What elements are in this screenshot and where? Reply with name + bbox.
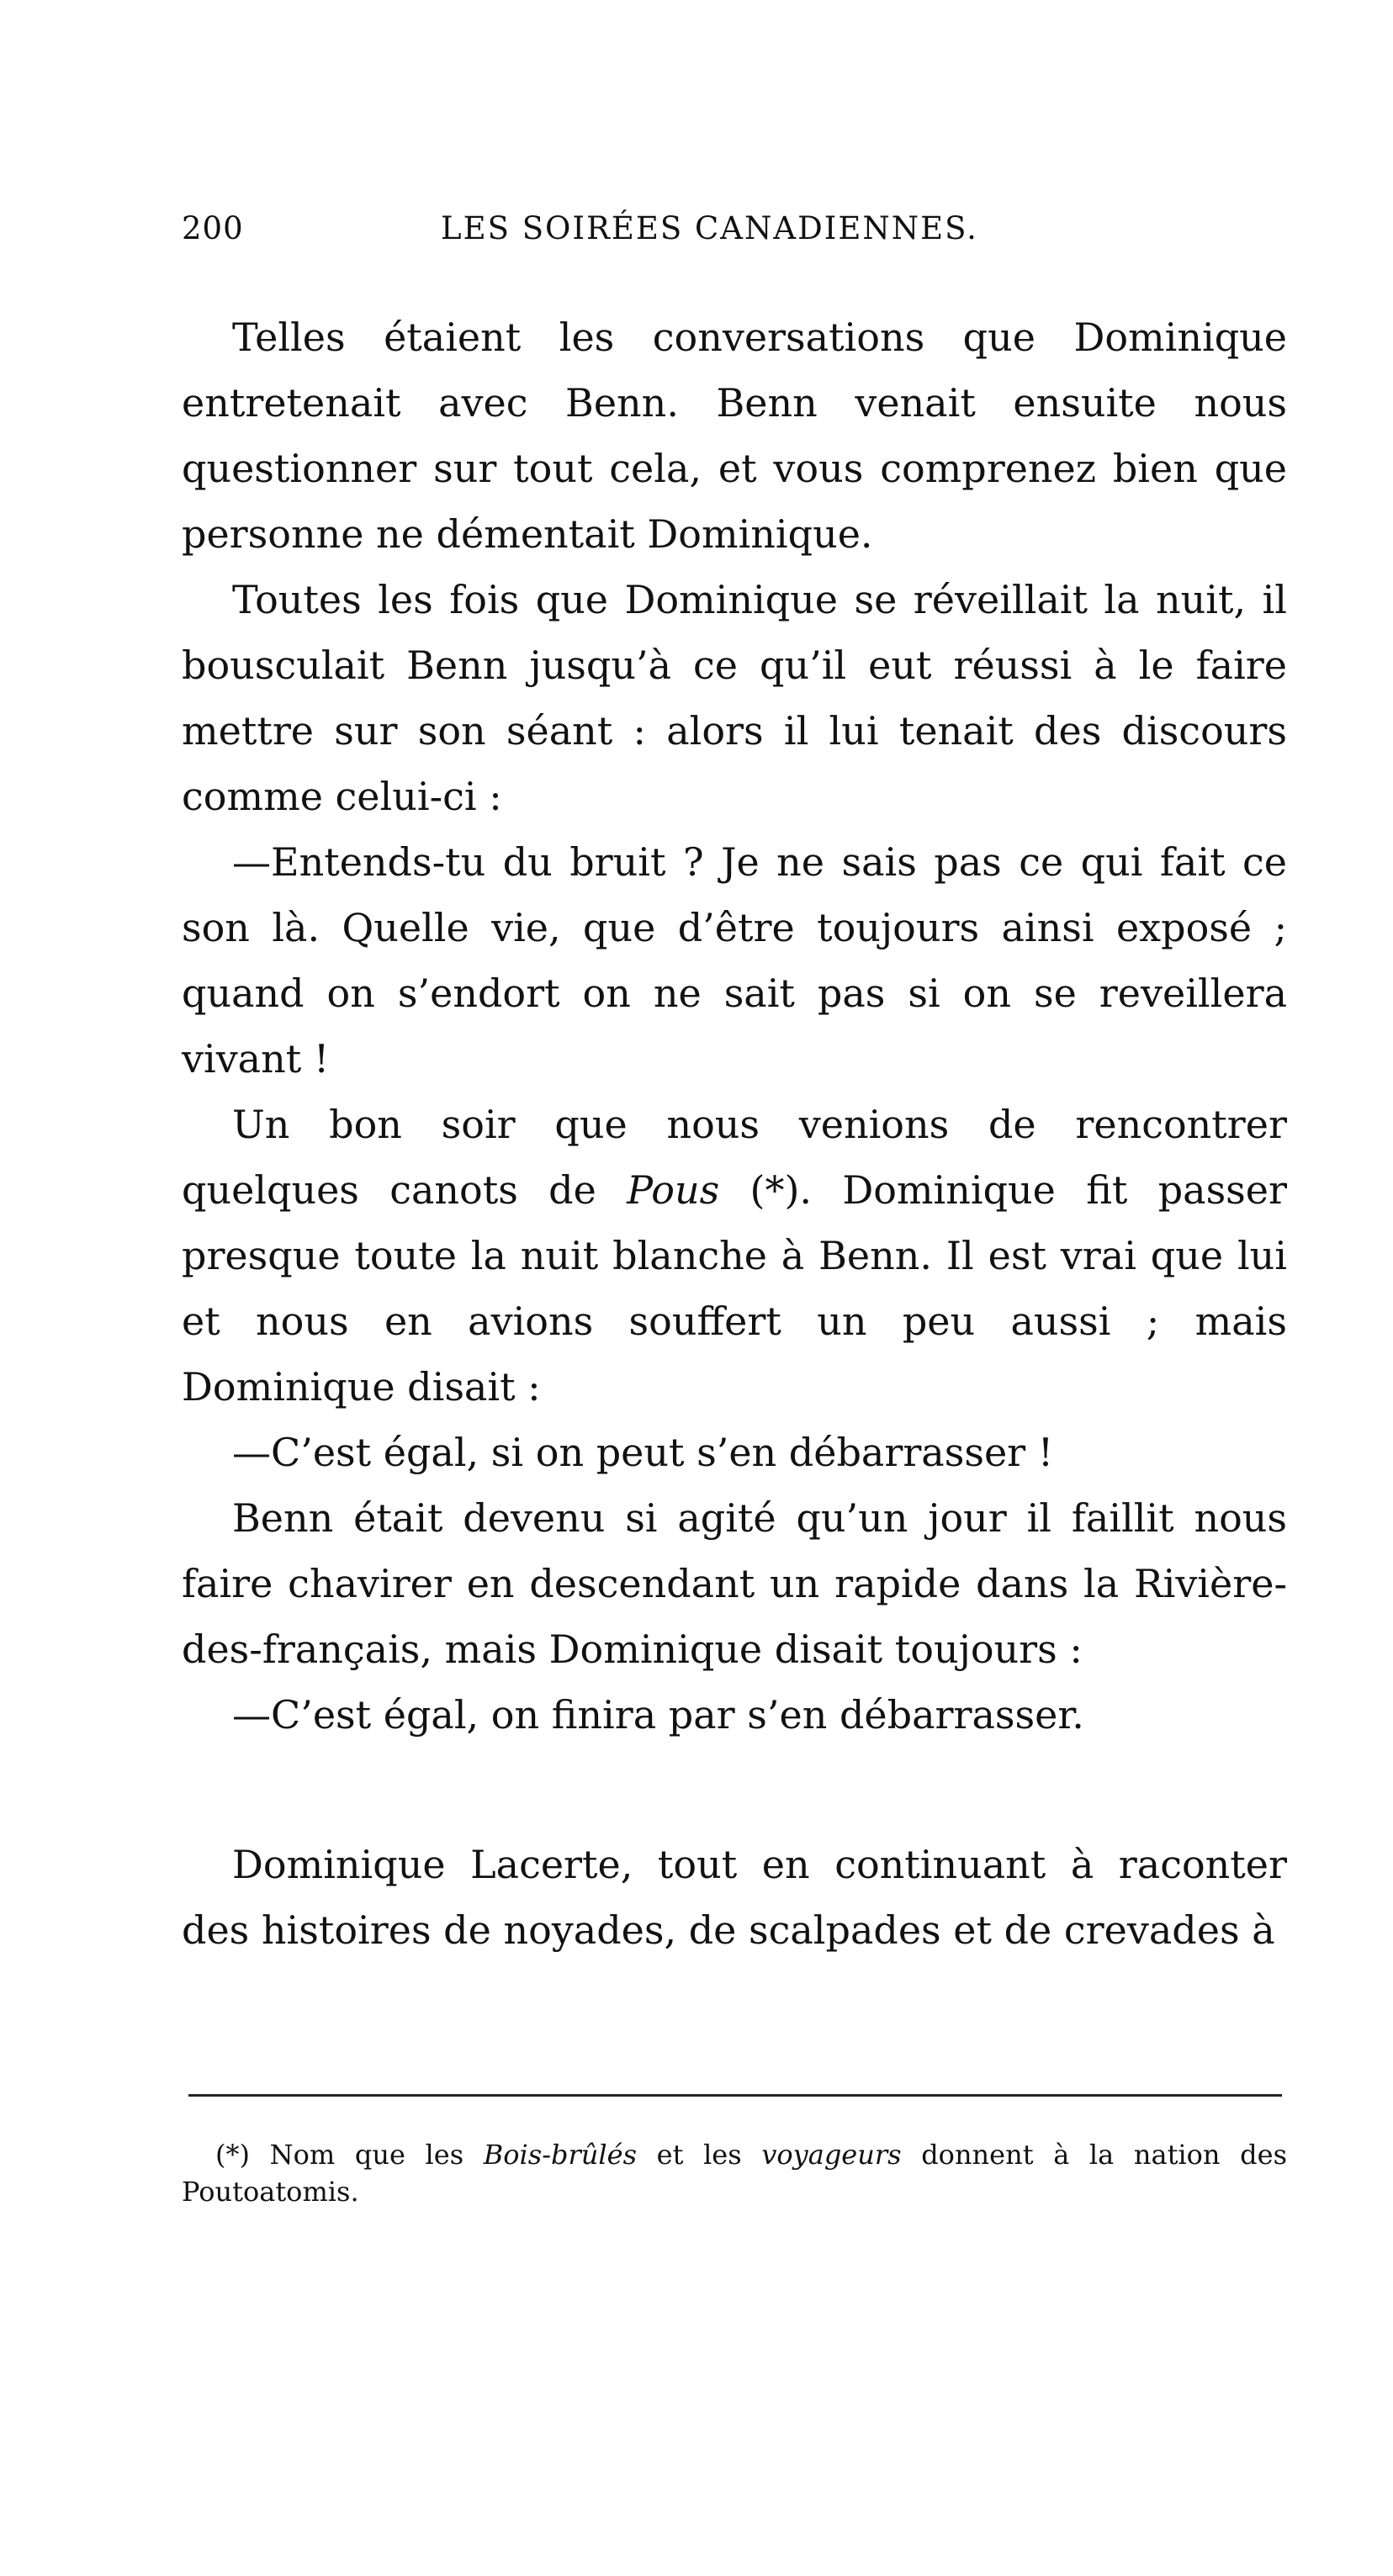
paragraph: Toutes les fois que Dominique se réveillait la nuit, il bousculait Benn jusqu’à ce qu’il eut réussi à le faire mettre sur son séant : alors il lui tenait des discours comme celui-ci : xyxy=(182,577,1287,819)
footnote xyxy=(182,2136,1287,2210)
dialogue-paragraph: —C’est égal, si on peut s’en débarrasser ! xyxy=(232,1430,1054,1475)
italic-term: Pous xyxy=(627,1167,720,1213)
footnote-text-part: donnent à la nation des Poutoatomis. xyxy=(182,2139,1288,2208)
footnote-text-part: Nom que les xyxy=(249,2139,484,2171)
footnote-text-part: et les xyxy=(637,2139,762,2171)
paragraph: Benn était devenu si agité qu’un jour il faillit nous faire chavirer en descendant un rapide dans la Rivière-des-français, mais Dominique disait toujours : xyxy=(182,1495,1287,1672)
paragraph: Telles étaient les conversations que Dominique entretenait avec Benn. Benn venait ensuite nous questionner sur tout cela, et vous comprenez bien que personne ne démentait Dominique. xyxy=(182,315,1287,557)
paragraph-pous xyxy=(182,1092,1287,1420)
footnote-italic: Bois-brûlés xyxy=(483,2139,637,2171)
section-break xyxy=(182,1748,1287,1832)
dialogue-paragraph: —Entends-tu du bruit ? Je ne sais pas ce qui fait ce son là. Quelle vie, que d’être toujours ainsi exposé ; quand on s’endort on ne sait pas si on se reveillera vivant ! xyxy=(182,839,1287,1082)
footnote-marker: (*) xyxy=(215,2139,250,2171)
running-title: LES SOIRÉES CANADIENNES. xyxy=(441,210,978,246)
footnote-divider xyxy=(188,2094,1282,2097)
paragraph-text: (*). Dominique fit passer presque toute la nuit blanche à Benn. Il est vrai que lui et nous en avions souffert un peu aussi ; mais Dominique disait : xyxy=(182,1167,1287,1410)
footnote-italic: voyageurs xyxy=(761,2139,902,2171)
page-header xyxy=(182,210,1287,261)
dialogue-paragraph: —C’est égal, on finira par s’en débarrasser. xyxy=(232,1692,1084,1738)
footnote-text xyxy=(182,2136,1287,2210)
paragraph: Dominique Lacerte, tout en continuant à raconter des histoires de noyades, de scalpades et de crevades à xyxy=(182,1842,1287,1953)
body-text xyxy=(182,304,1287,1963)
paragraph-text: Un bon soir que nous venions de rencontrer quelques canots de xyxy=(182,1102,1287,1213)
page-number: 200 xyxy=(182,210,244,246)
